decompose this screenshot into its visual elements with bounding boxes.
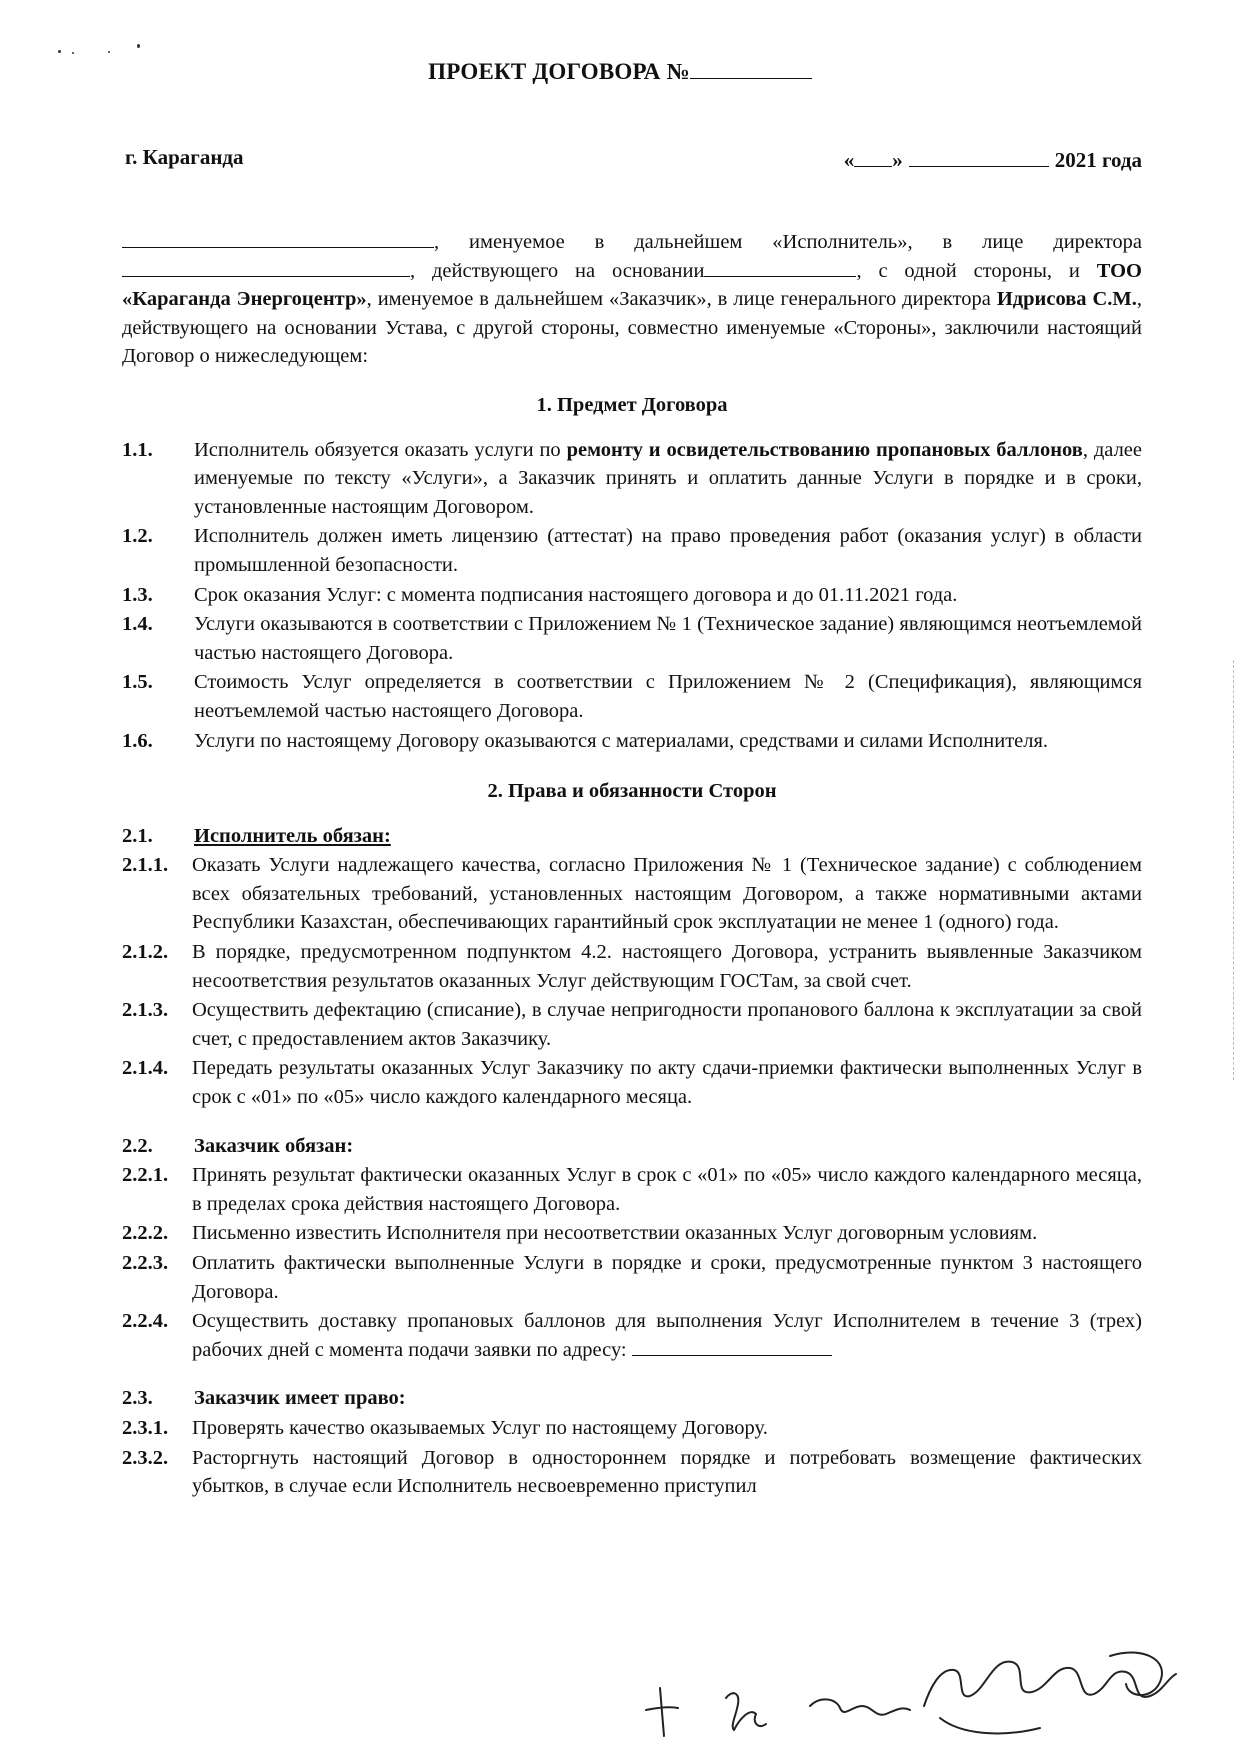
scan-speck: [72, 52, 74, 54]
scan-speck: [108, 51, 110, 53]
clause-2-2-3: 2.2.3. Оплатить фактически выполненные Услуги в порядке и сроки, предусмотренные пунктом 3 настоящего Договора.: [122, 1252, 1142, 1303]
clause-1-3: 1.3. Срок оказания Услуг: с момента подписания настоящего договора и до 01.11.2021 года.: [122, 583, 958, 606]
clause-2-3-2: 2.3.2. Расторгнуть настоящий Договор в одностороннем порядке и потребовать возмещение фактических убытков, в случае если Исполнитель несвоевременно приступил: [122, 1446, 1142, 1498]
subsection-2-1-title: 2.1. Исполнитель обязан:: [122, 824, 391, 847]
scan-speck: [137, 44, 140, 48]
city: г. Караганда: [125, 145, 244, 169]
clause-2-2-1: 2.2.1. Принять результат фактически оказанных Услуг в срок с «01» по «05» число каждого календарного месяца, в пределах срока действия настоящего Договора.: [122, 1164, 1142, 1215]
section-1-title: 1. Предмет Договора: [536, 393, 728, 416]
clause-2-1-4: 2.1.4. Передать результаты оказанных Услуг Заказчику по акту сдачи-приемки фактически выполненных Услуг в срок с «01» по «05» число каждого календарного месяца.: [122, 1057, 1142, 1109]
section-2-title: 2. Права и обязанности Сторон: [487, 780, 777, 803]
clause-2-3-1: 2.3.1. Проверять качество оказываемых Услуг по настоящему Договору.: [122, 1416, 768, 1439]
scan-speck: [58, 50, 61, 53]
month-blank: [909, 148, 1049, 167]
clause-2-2-2: 2.2.2. Письменно известить Исполнителя при несоответствии оказанных Услуг договорным условиям.: [122, 1222, 1038, 1245]
signature-cross: [646, 1688, 678, 1736]
contract-number-blank: [690, 58, 812, 79]
clause-2-2-4: 2.2.4. Осуществить доставку пропановых баллонов для выполнения Услуг Исполнителем в течение 3 (трех) рабочих дней с момента подачи заявки по адресу:: [122, 1310, 1142, 1361]
document-title: ПРОЕКТ ДОГОВОРА №: [0, 58, 1240, 85]
clause-2-1-1: 2.1.1. Оказать Услуги надлежащего качества, согласно Приложения № 1 (Техническое задание) с соблюдением всех обязательных требований, установленных настоящим Договором, а также нормативными актами Республики Казахстан, обеспечивающих гарантийный срок эксплуатации не менее 1 (одного) года.: [122, 854, 1142, 934]
clause-1-5: 1.5. Стоимость Услуг определяется в соответствии с Приложением № 2 (Спецификация), являющимся неотъемлемой частью настоящего Договора.: [122, 671, 1142, 722]
preamble: , именуемое в дальнейшем «Исполнитель», в лице директора , действующего на основании , с одной стороны, и ТОО «Караганда Энергоцентр», именуемое в дальнейшем «Заказчик», в лице генерального директора Идрисова С.М., действующего на основании Устава, с другой стороны, совместно именуемые «Стороны», заключили настоящий Договор о нижеследующем:: [122, 231, 1142, 368]
clause-1-1: 1.1. Исполнитель обязуется оказать услуги по ремонту и освидетельствованию пропановых баллонов, далее именуемые по тексту «Услуги», а Заказчик принять и оплатить данные Услуги в порядке и в сроки, установленные настоящим Договором.: [122, 438, 1143, 518]
basis-blank: [704, 258, 856, 277]
handwritten-signatures: [640, 1648, 1200, 1748]
clause-1-6: 1.6. Услуги по настоящему Договору оказываются с материалами, средствами и силами Исполнителя.: [122, 729, 1049, 752]
clause-2-1-3: 2.1.3. Осуществить дефектацию (списание), в случае непригодности пропанового баллона к эксплуатации за свой счет, с предоставлением актов Заказчику.: [122, 999, 1142, 1050]
clause-2-1-2: 2.1.2. В порядке, предусмотренном подпунктом 4.2. настоящего Договора, устранить выявленные Заказчиком несоответствия результатов оказанных Услуг действующим ГОСТам, за свой счет.: [122, 941, 1142, 992]
clause-1-2: 1.2. Исполнитель должен иметь лицензию (аттестат) на право проведения работ (оказания услуг) в области промышленной безопасности.: [122, 525, 1142, 576]
spacer: [122, 1113, 1142, 1131]
signature-initials-2: [810, 1699, 910, 1714]
subsection-2-3-title: 2.3. Заказчик имеет право:: [122, 1387, 406, 1410]
contract-date: « » 2021 года: [843, 148, 1142, 172]
signature-initials-1: [726, 1693, 766, 1730]
signature-main: [924, 1662, 1176, 1706]
signature-tail: [940, 1718, 1040, 1733]
subsection-2-2-title: 2.2. Заказчик обязан:: [122, 1134, 354, 1157]
day-blank: [854, 148, 892, 167]
spacer: [122, 1365, 1142, 1383]
document-body: [122, 228, 1142, 1502]
scan-margin-artifact: [1232, 660, 1234, 1080]
clause-1-4: 1.4. Услуги оказываются в соответствии с Приложением № 1 (Техническое задание) являющимся неотъемлемой частью настоящего Договора.: [122, 613, 1142, 664]
executor-name-blank: [122, 229, 434, 248]
director-name-blank: [122, 258, 410, 277]
address-blank: [632, 1337, 832, 1356]
